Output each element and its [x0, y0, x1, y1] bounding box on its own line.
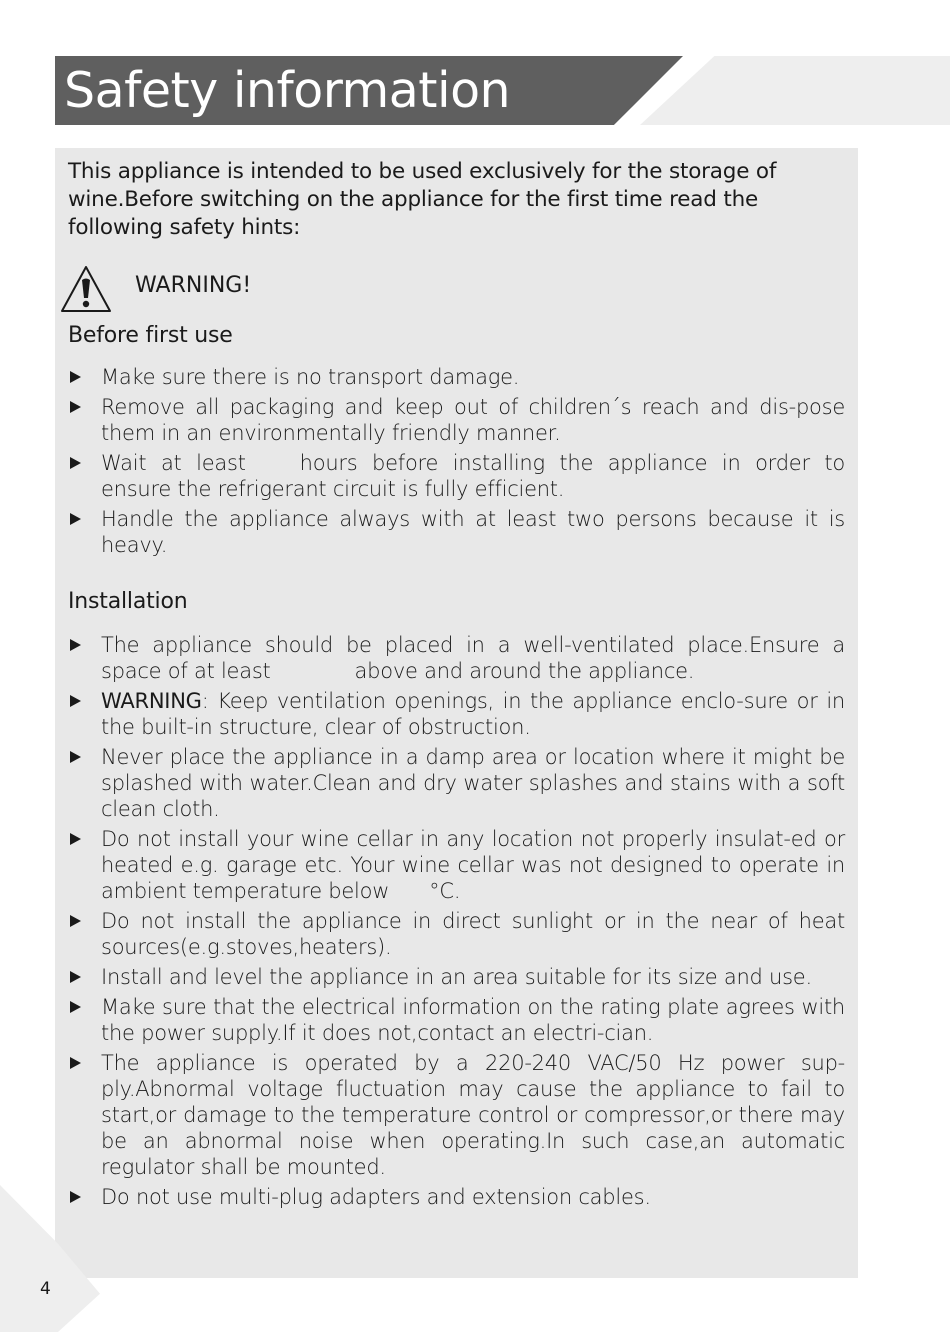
page-number: 4	[40, 1279, 51, 1299]
bullet-arrow-icon	[70, 971, 81, 983]
bullet-arrow-icon	[70, 1057, 81, 1069]
list-item: Do not install the appliance in direct sunlight or in the near of heat sources(e.g.stoves,heaters).	[68, 908, 845, 960]
bullet-arrow-icon	[70, 695, 81, 707]
list-item: Do not use multi-plug adapters and extension cables.	[68, 1184, 845, 1210]
section-heading-before-first-use: Before first use	[68, 323, 233, 348]
intro-paragraph: This appliance is intended to be used exclusively for the storage of wine.Before switching on the appliance for the first time read the following safety hints:	[68, 159, 777, 240]
bullet-arrow-icon	[70, 751, 81, 763]
list-item: The appliance should be placed in a well-ventilated place.Ensure a space of at least above and around the appliance.	[68, 632, 845, 684]
bullet-arrow-icon	[70, 371, 81, 383]
bullet-arrow-icon	[70, 1001, 81, 1013]
list-item: The appliance is operated by a 220-240 VAC/50 Hz power sup-ply.Abnormal voltage fluctuation may cause the appliance to fail to start,or damage to the temperature control or compressor,or there may be an abnormal noise when operating.In such case,an automatic regulator shall be mounted.	[68, 1050, 845, 1180]
section-heading-installation: Installation	[68, 589, 188, 614]
list-item: Wait at least hours before installing the appliance in order to ensure the refrigerant circuit is fully efficient.	[68, 450, 845, 502]
bullet-arrow-icon	[70, 1191, 81, 1203]
before-first-use-list	[68, 364, 845, 562]
list-item: Do not install your wine cellar in any location not properly insulat-ed or heated e.g. garage etc. Your wine cellar was not designed to operate in ambient temperature below °C.	[68, 826, 845, 904]
bullet-arrow-icon	[70, 513, 81, 525]
list-item: Make sure that the electrical information on the rating plate agrees with the power supply.If it does not,contact an electri-cian.	[68, 994, 845, 1046]
list-item: Install and level the appliance in an area suitable for its size and use.	[68, 964, 845, 990]
bullet-arrow-icon	[70, 457, 81, 469]
installation-list	[68, 632, 845, 1214]
warning-label: WARNING!	[135, 273, 252, 298]
list-item: Make sure there is no transport damage.	[68, 364, 845, 390]
warning-triangle-icon	[60, 264, 112, 314]
page-title: Safety information	[64, 62, 511, 119]
list-item: WARNING: Keep ventilation openings, in the appliance enclo-sure or in the built-in structure, clear of obstruction.	[68, 688, 845, 740]
list-item: Handle the appliance always with at least two persons because it is heavy.	[68, 506, 845, 558]
bullet-arrow-icon	[70, 833, 81, 845]
title-decoration	[640, 56, 950, 125]
bullet-arrow-icon	[70, 915, 81, 927]
bullet-arrow-icon	[70, 639, 81, 651]
bullet-arrow-icon	[70, 401, 81, 413]
list-item: Never place the appliance in a damp area or location where it might be splashed with water.Clean and dry water splashes and stains with a soft clean cloth.	[68, 744, 845, 822]
list-item: Remove all packaging and keep out of children´s reach and dis-pose them in an environmentally friendly manner.	[68, 394, 845, 446]
